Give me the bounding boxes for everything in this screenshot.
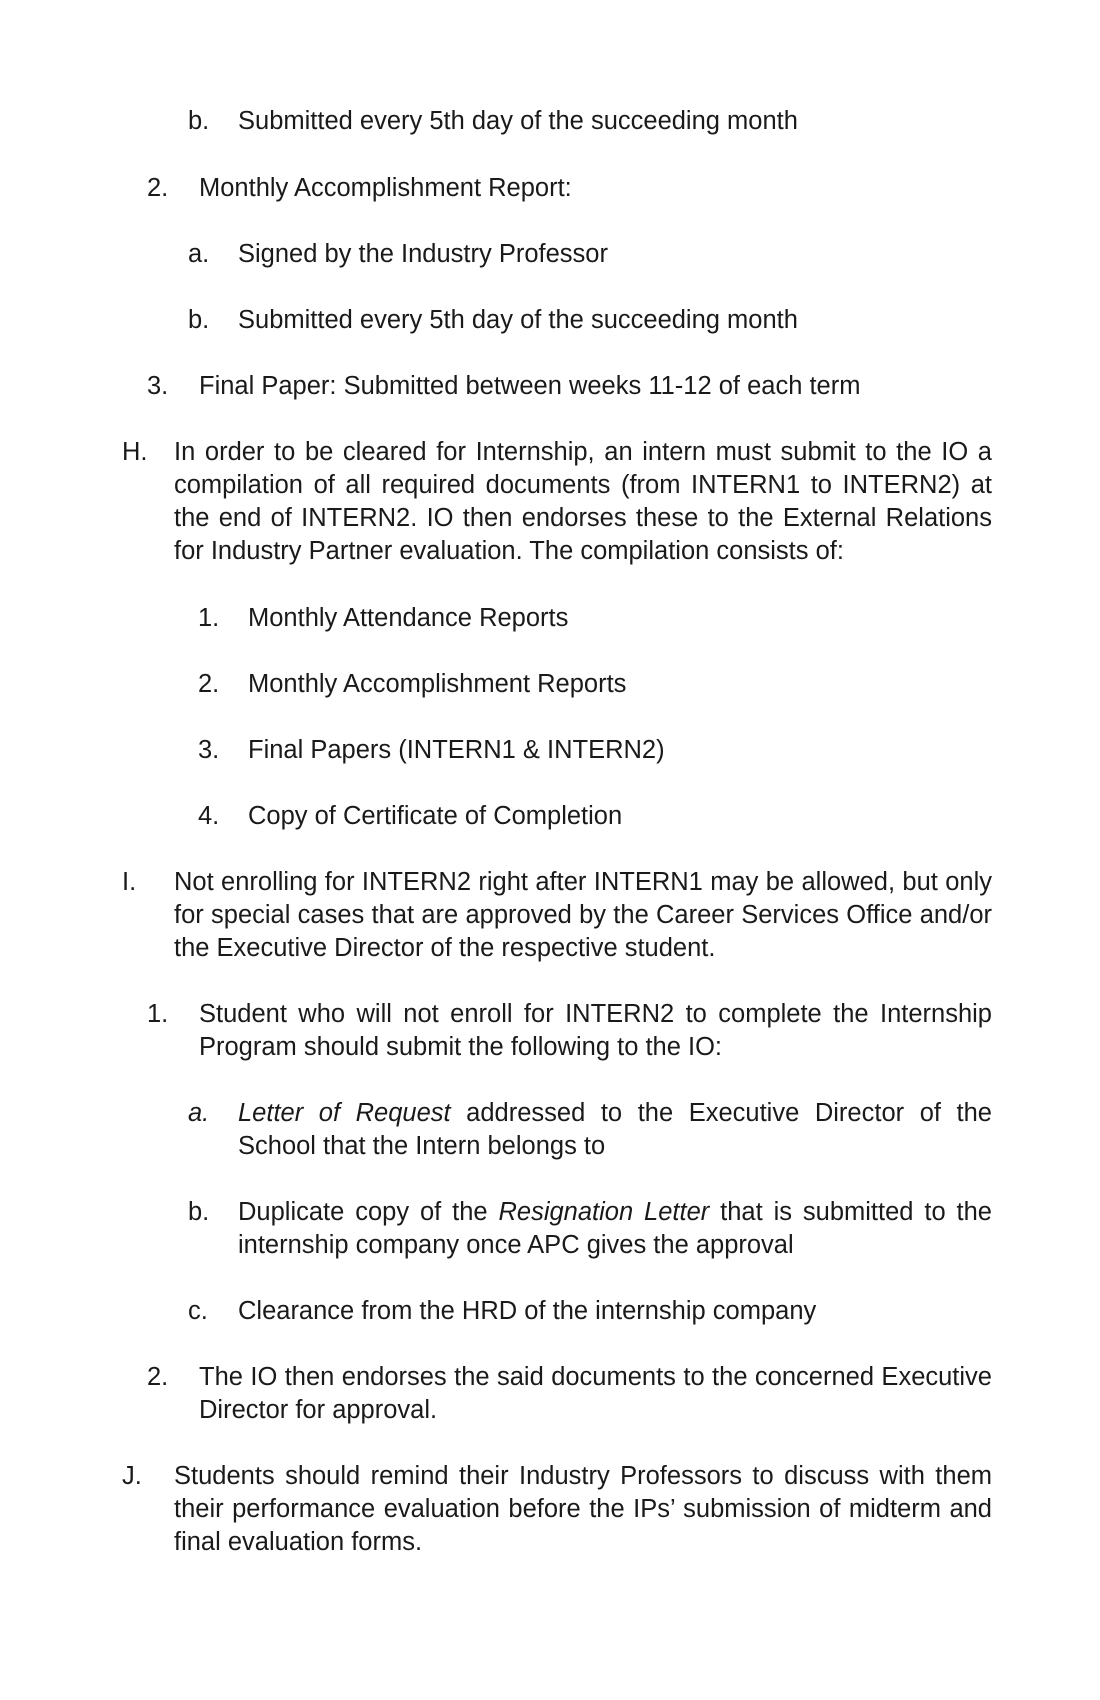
list-item bbox=[198, 800, 978, 833]
list-item bbox=[188, 1295, 992, 1328]
list-marker: 1. bbox=[198, 604, 220, 632]
list-item-text: Submitted every 5th day of the succeeding month bbox=[238, 107, 798, 135]
italic-title: Letter of Request bbox=[238, 1099, 451, 1127]
list-item-text: Monthly Accomplishment Report: bbox=[199, 174, 572, 202]
list-marker: b. bbox=[188, 107, 210, 135]
list-item bbox=[198, 668, 978, 701]
list-marker: a. bbox=[188, 1099, 210, 1127]
list-marker: b. bbox=[188, 1198, 210, 1226]
section-j bbox=[122, 1460, 992, 1559]
text-run: addressed to the Executive Director of the School that the Intern belongs to bbox=[238, 1099, 992, 1160]
section-marker: J. bbox=[122, 1462, 142, 1490]
list-item bbox=[198, 602, 978, 635]
section-j-text: Students should remind their Industry Professors to discuss with them their performance evaluation before the IPs’ submission of midterm and final evaluation forms. bbox=[174, 1462, 992, 1556]
list-marker: 3. bbox=[198, 736, 220, 764]
section-marker: H. bbox=[122, 438, 148, 466]
list-marker: 4. bbox=[198, 802, 220, 830]
list-marker: 2. bbox=[147, 1363, 169, 1391]
list-marker: 1. bbox=[147, 1000, 169, 1028]
list-item bbox=[198, 734, 978, 767]
list-marker: 3. bbox=[147, 372, 169, 400]
list-item bbox=[188, 105, 988, 138]
list-item bbox=[147, 1361, 992, 1427]
list-marker: b. bbox=[188, 306, 210, 334]
list-item-text: The IO then endorses the said documents to the concerned Executive Director for approval. bbox=[199, 1363, 992, 1424]
section-h-text: In order to be cleared for Internship, an intern must submit to the IO a compilation of all required documents (from INTERN1 to INTERN2) at the end of INTERN2. IO then endorses these to the External Relations for Industry Partner evaluation. The compilation consists of: bbox=[174, 438, 992, 565]
list-item bbox=[147, 172, 987, 205]
list-marker: 2. bbox=[147, 174, 169, 202]
list-marker: a. bbox=[188, 240, 210, 268]
text-run: Duplicate copy of the bbox=[238, 1198, 499, 1226]
section-i-text: Not enrolling for INTERN2 right after INTERN1 may be allowed, but only for special cases that are approved by the Career Services Office and/or the Executive Director of the respective student. bbox=[174, 868, 992, 962]
list-item-text: Final Papers (INTERN1 & INTERN2) bbox=[248, 736, 665, 764]
text-run: that is submitted to the internship company once APC gives the approval bbox=[238, 1198, 992, 1259]
list-item-text: Monthly Accomplishment Reports bbox=[248, 670, 627, 698]
list-item bbox=[147, 370, 987, 403]
list-item-text: Submitted every 5th day of the succeeding month bbox=[238, 306, 798, 334]
list-item-text: Student who will not enroll for INTERN2 to complete the Internship Program should submit the following to the IO: bbox=[199, 1000, 992, 1061]
list-item-text: Final Paper: Submitted between weeks 11-12 of each term bbox=[199, 372, 861, 400]
list-item-text: Signed by the Industry Professor bbox=[238, 240, 608, 268]
list-item bbox=[147, 998, 992, 1064]
list-item bbox=[188, 238, 988, 271]
italic-title: Resignation Letter bbox=[498, 1198, 710, 1226]
list-marker: 2. bbox=[198, 670, 220, 698]
list-item bbox=[188, 1196, 992, 1262]
list-item-text bbox=[238, 1097, 992, 1163]
list-item-text: Monthly Attendance Reports bbox=[248, 604, 569, 632]
section-i bbox=[122, 866, 992, 965]
section-h bbox=[122, 436, 992, 568]
list-item bbox=[188, 304, 988, 337]
list-marker: c. bbox=[188, 1297, 208, 1325]
section-marker: I. bbox=[122, 868, 137, 896]
list-item-text: Clearance from the HRD of the internship company bbox=[238, 1297, 817, 1325]
list-item bbox=[188, 1097, 992, 1163]
list-item-text: Copy of Certificate of Completion bbox=[248, 802, 623, 830]
list-item-text bbox=[238, 1196, 992, 1262]
